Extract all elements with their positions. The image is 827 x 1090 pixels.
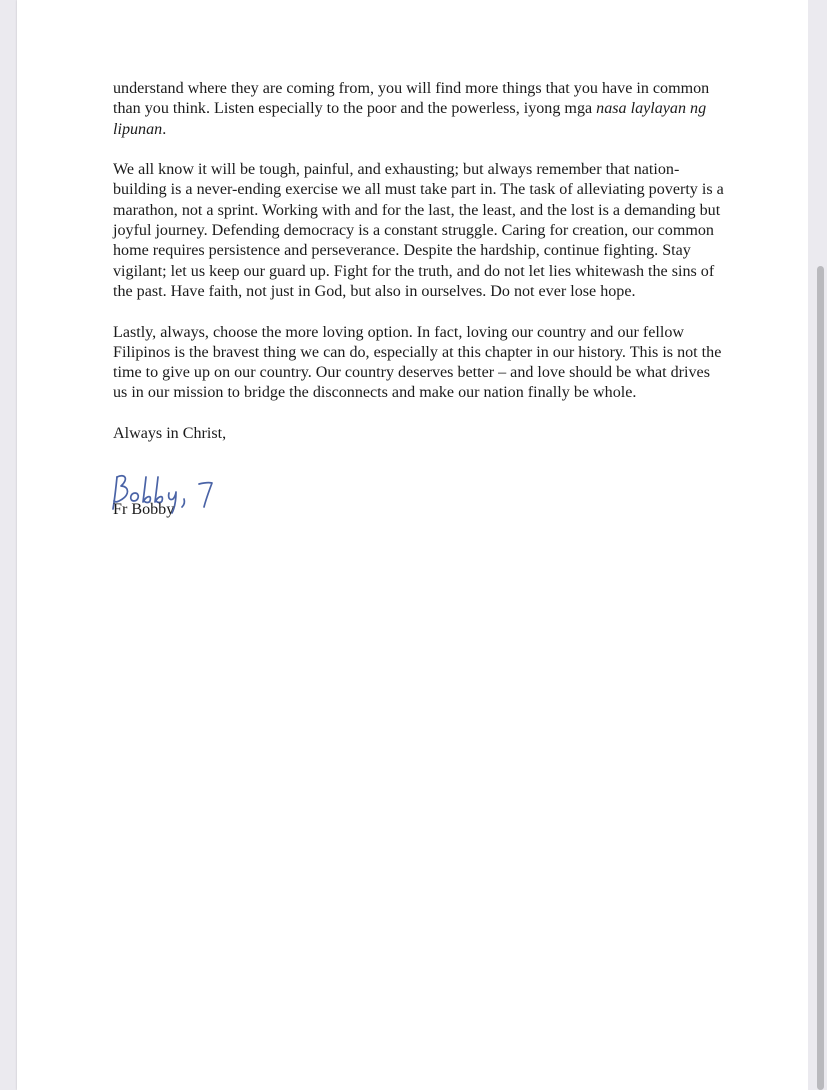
paragraph-listen [113,79,725,140]
scrollbar-thumb[interactable] [817,266,824,1090]
signer-name: Fr Bobby [113,500,175,518]
signature-block [113,465,725,525]
paragraph-loving-option: Lastly, always, choose the more loving option. In fact, loving our country and our fellow Filipinos is the bravest thing we can do, especially at this chapter in our history. This is not the time to give up on our country. Our country deserves better – and love should be what drives us in our mission to bridge the disconnects and make our nation finally be whole. [113,323,722,402]
paragraph-nation-building: We all know it will be tough, painful, and exhausting; but always remember that nation-building is a never-ending exercise we all must take part in. The task of alleviating poverty is a marathon, not a sprint. Working with and for the last, the least, and the lost is a demanding but joyful journey. Defending democracy is a constant struggle. Caring for creation, our common home requires persistence and perseverance. Despite the hardship, continue fighting. Stay vigilant; let us keep our guard up. Fight for the truth, and do not let lies whitewash the sins of the past. Have faith, not just in God, but also in ourselves. Do not ever lose hope. [113,161,724,300]
letter-page [17,0,808,1090]
closing-line: Always in Christ, [113,425,227,443]
vertical-scrollbar[interactable] [808,0,827,1090]
letter-body [113,79,725,525]
paragraph-listen-end: . [162,120,167,138]
paragraph-listen-text: understand where they are coming from, you will find more things that you have in common than you think. Listen especially to the poor and the powerless, iyong mga [113,80,710,118]
italic-phrase: nasa laylayan ng lipunan [113,100,707,138]
